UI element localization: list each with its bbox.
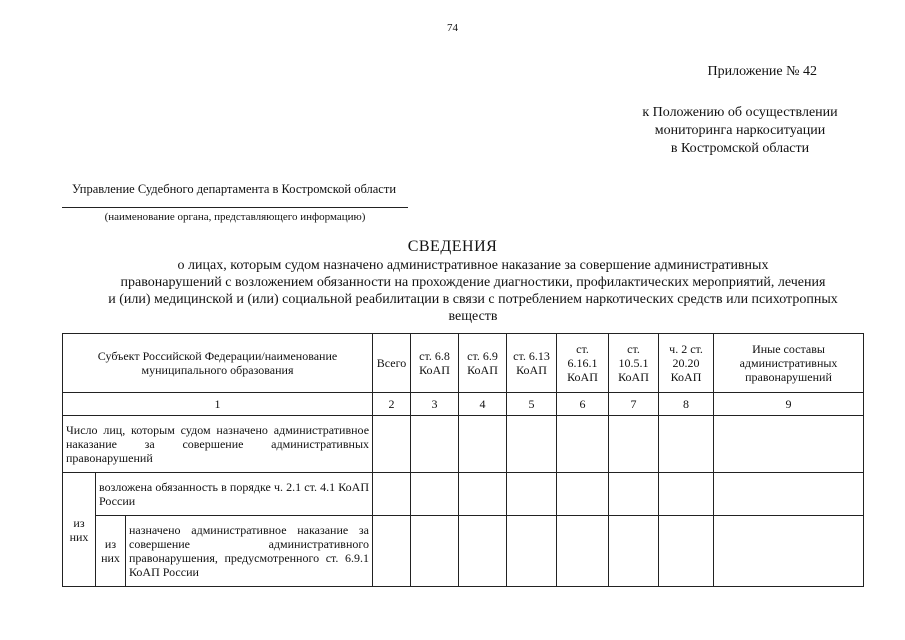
data-cell[interactable] <box>373 473 411 516</box>
document-title: СВЕДЕНИЯ <box>407 238 498 255</box>
data-cell[interactable] <box>714 473 864 516</box>
header-art-6-13: ст. 6.13 КоАП <box>507 334 557 393</box>
annex-title: Приложение № 42 <box>707 64 817 79</box>
data-cell[interactable] <box>459 516 507 587</box>
column-number: 5 <box>507 393 557 416</box>
row-label-of-them-nested: из них <box>96 516 126 587</box>
data-cell[interactable] <box>557 516 609 587</box>
data-cell[interactable] <box>659 516 714 587</box>
page-number: 74 <box>447 22 458 34</box>
row-label-obligation: возложена обязанность в порядке ч. 2.1 ст. 4.1 КоАП России <box>96 473 373 516</box>
data-cell[interactable] <box>373 516 411 587</box>
header-other: Иные составы административных правонарушений <box>714 334 864 393</box>
annex-line: к Положению об осуществлении <box>642 105 838 120</box>
column-number: 9 <box>714 393 864 416</box>
data-cell[interactable] <box>609 516 659 587</box>
data-cell[interactable] <box>609 416 659 473</box>
column-number: 4 <box>459 393 507 416</box>
data-cell[interactable] <box>714 416 864 473</box>
row-label-art-6-9-1: назначено административное наказание за совершение административного правонарушения, предусмотренного ст. 6.9.1 КоАП России <box>126 516 373 587</box>
subtitle-line: правонарушений с возложением обязанности на прохождение диагностики, профилактических мероприятий, лечения <box>120 275 826 290</box>
data-cell[interactable] <box>557 473 609 516</box>
column-number: 8 <box>659 393 714 416</box>
header-art-6-16-1: ст. 6.16.1 КоАП <box>557 334 609 393</box>
column-number: 3 <box>411 393 459 416</box>
annex-line: в Костромской области <box>670 141 810 156</box>
data-cell[interactable] <box>659 473 714 516</box>
column-number: 1 <box>63 393 373 416</box>
table-number-row <box>63 393 864 416</box>
header-art-6-8: ст. 6.8 КоАП <box>411 334 459 393</box>
data-cell[interactable] <box>507 473 557 516</box>
column-number: 7 <box>609 393 659 416</box>
header-subject: Субъект Российской Федерации/наименование муниципального образования <box>63 334 373 393</box>
header-art-6-9: ст. 6.9 КоАП <box>459 334 507 393</box>
annex-reference <box>560 104 905 158</box>
data-cell[interactable] <box>411 516 459 587</box>
data-cell[interactable] <box>507 516 557 587</box>
organization-underline <box>62 207 408 208</box>
header-total: Всего <box>373 334 411 393</box>
organization-name: Управление Судебного департамента в Костромской области <box>72 182 397 196</box>
row-label-of-them: из них <box>63 473 96 587</box>
column-number: 2 <box>373 393 411 416</box>
document-subtitle <box>60 257 886 325</box>
subtitle-line: и (или) медицинской и (или) социальной реабилитации в связи с потреблением наркотических средств или психотропных <box>108 292 838 307</box>
data-cell[interactable] <box>557 416 609 473</box>
row-label-total-persons: Число лиц, которым судом назначено административное наказание за совершение административных правонарушений <box>63 416 373 473</box>
data-cell[interactable] <box>609 473 659 516</box>
data-cell[interactable] <box>373 416 411 473</box>
table-row <box>63 516 864 587</box>
table-row <box>63 473 864 516</box>
data-cell[interactable] <box>714 516 864 587</box>
header-art-20-20: ч. 2 ст. 20.20 КоАП <box>659 334 714 393</box>
table-row <box>63 416 864 473</box>
subtitle-line: веществ <box>448 309 498 324</box>
data-cell[interactable] <box>411 473 459 516</box>
data-cell[interactable] <box>459 473 507 516</box>
report-table <box>62 333 864 587</box>
data-cell[interactable] <box>507 416 557 473</box>
organization-caption: (наименование органа, представляющего информацию) <box>104 211 366 223</box>
subtitle-line: о лицах, которым судом назначено административное наказание за совершение административных <box>177 258 769 273</box>
table-header-row <box>63 334 864 393</box>
data-cell[interactable] <box>459 416 507 473</box>
annex-line: мониторинга наркоситуации <box>654 123 826 138</box>
data-cell[interactable] <box>659 416 714 473</box>
data-cell[interactable] <box>411 416 459 473</box>
column-number: 6 <box>557 393 609 416</box>
header-art-10-5-1: ст. 10.5.1 КоАП <box>609 334 659 393</box>
